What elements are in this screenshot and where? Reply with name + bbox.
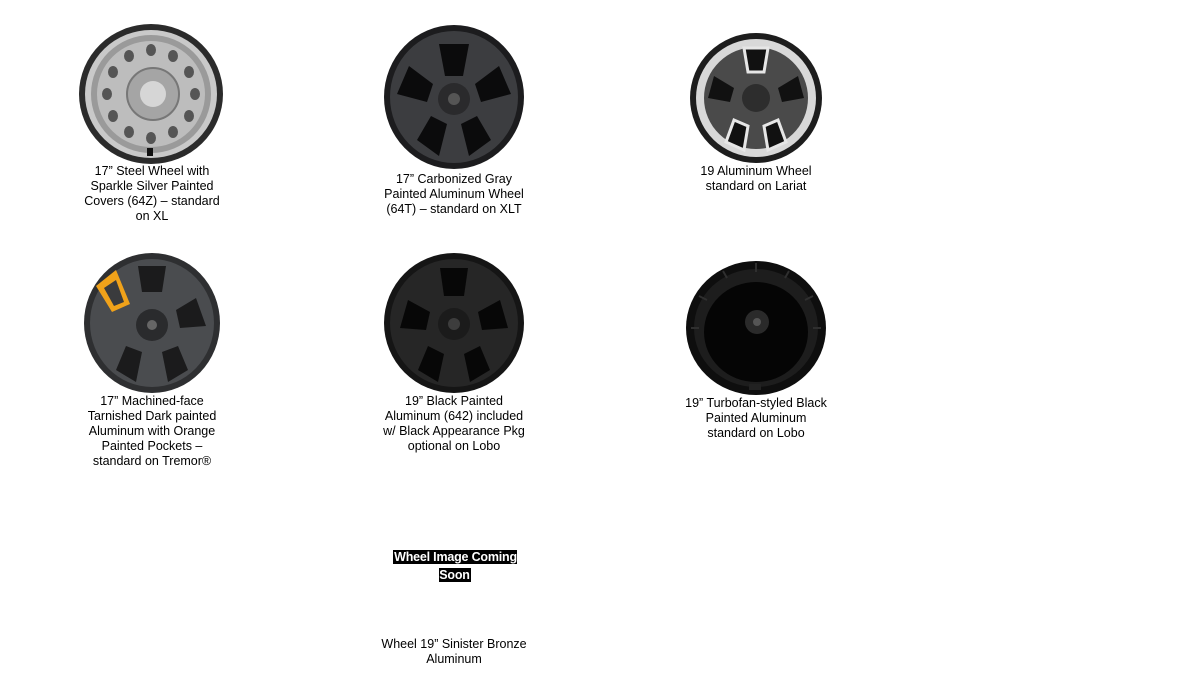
wheel-card-carbonized-gray — [354, 24, 554, 217]
wheel-image-placeholder — [380, 548, 530, 584]
wheel-caption: Wheel 19” Sinister Bronze Aluminum — [381, 637, 527, 666]
wheel-card-turbofan — [656, 260, 856, 441]
wheel-caption: 19 Aluminum Wheel standard on Lariat — [700, 164, 812, 193]
wheel-card-black-painted — [354, 252, 554, 454]
wheel-card-sinister-bronze — [354, 637, 554, 667]
wheel-caption: 17” Machined-face Tarnished Dark painted Aluminum with Orange Painted Pockets – standard on Tremor® — [87, 394, 217, 468]
wheel-caption: 17” Steel Wheel with Sparkle Silver Painted Covers (64Z) – standard on XL — [84, 164, 220, 223]
tremor-orange-wheel-image — [82, 252, 222, 394]
placeholder-label: Wheel Image Coming Soon — [394, 550, 517, 582]
turbofan-black-wheel-image — [685, 260, 827, 396]
black-painted-wheel-image — [382, 252, 526, 394]
wheel-caption: 19” Black Painted Aluminum (642) included w/ Black Appearance Pkg optional on Lobo — [383, 394, 525, 453]
machined-two-tone-wheel-image — [686, 32, 826, 164]
steel-wheel-image — [77, 24, 227, 164]
wheel-caption: 19” Turbofan-styled Black Painted Aluminum standard on Lobo — [685, 396, 827, 440]
wheel-card-tremor — [52, 252, 252, 469]
wheel-card-lariat — [656, 32, 856, 194]
wheel-caption: 17” Carbonized Gray Painted Aluminum Wheel (64T) – standard on XLT — [384, 172, 524, 216]
carbonized-gray-wheel-image — [379, 24, 529, 172]
wheel-card-steel — [52, 24, 252, 224]
